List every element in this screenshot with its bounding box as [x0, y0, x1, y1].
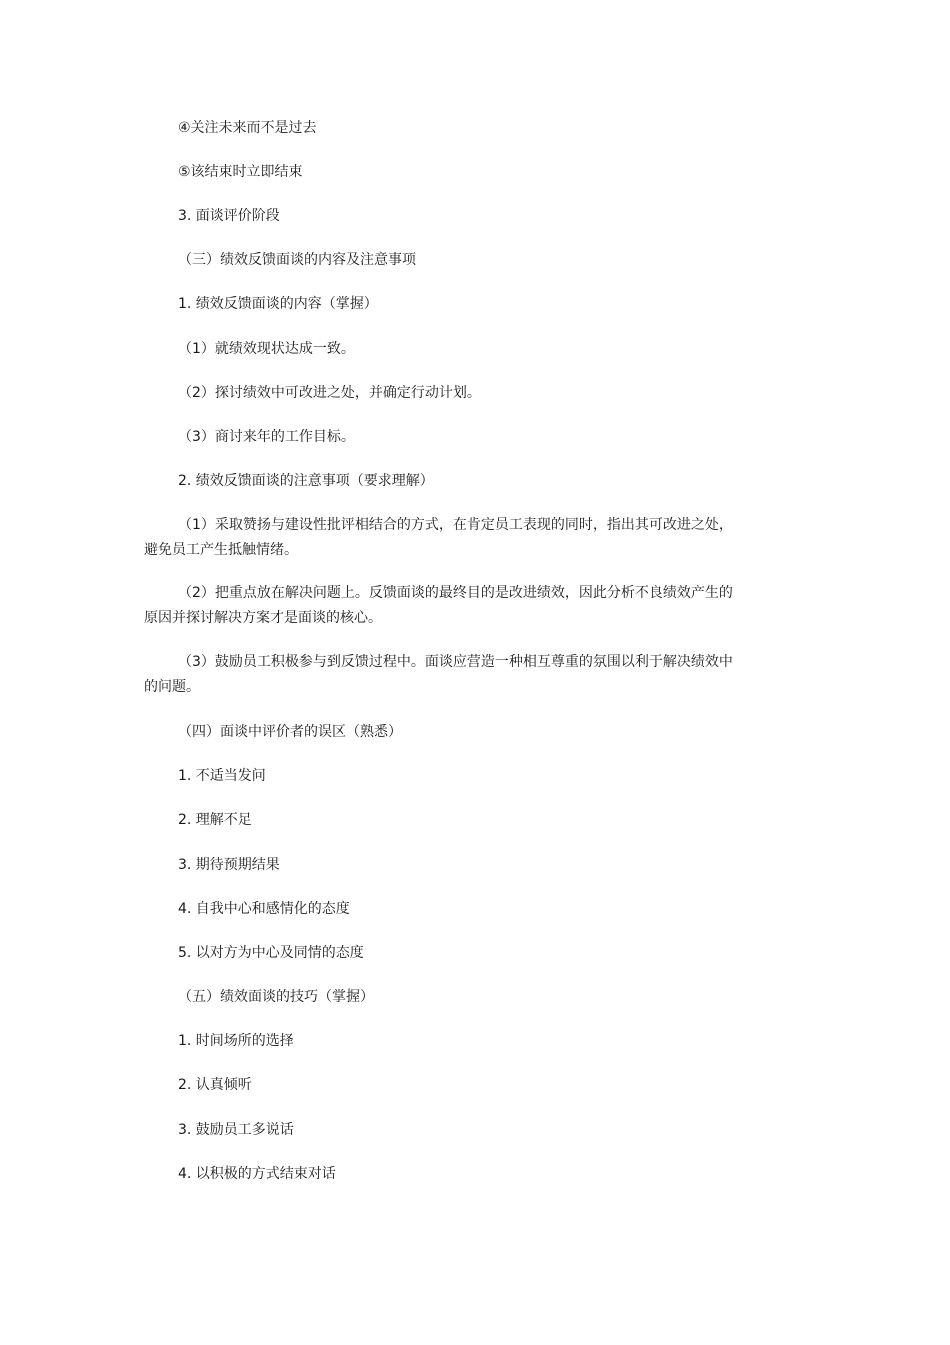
- section-heading: 2. 绩效反馈面谈的注意事项（要求理解）: [178, 473, 434, 489]
- list-item: 5. 以对方为中心及同情的态度: [178, 945, 364, 961]
- list-item: ④关注未来而不是过去: [178, 120, 317, 136]
- section-heading: （五）绩效面谈的技巧（掌握）: [178, 989, 374, 1005]
- section-heading: （三）绩效反馈面谈的内容及注意事项: [178, 252, 416, 268]
- list-item: ⑤该结束时立即结束: [178, 164, 303, 180]
- paragraph: （2）把重点放在解决问题上。反馈面谈的最终目的是改进绩效，因此分析不良绩效产生的原因并探讨解决方案才是面谈的核心。: [144, 585, 733, 626]
- paragraph: （3）鼓励员工积极参与到反馈过程中。面谈应营造一种相互尊重的氛围以利于解决绩效中的问题。: [144, 654, 733, 695]
- list-item: （2）探讨绩效中可改进之处，并确定行动计划。: [178, 385, 481, 401]
- paragraph: （1）采取赞扬与建设性批评相结合的方式，在肯定员工表现的同时，指出其可改进之处，避免员工产生抵触情绪。: [144, 517, 733, 558]
- list-item: 1. 不适当发问: [178, 768, 266, 784]
- list-item: （3）商讨来年的工作目标。: [178, 429, 355, 445]
- list-item: 2. 理解不足: [178, 812, 252, 828]
- list-item: 2. 认真倾听: [178, 1077, 252, 1093]
- list-item: （1）就绩效现状达成一致。: [178, 341, 355, 357]
- section-heading: 3. 面谈评价阶段: [178, 208, 280, 224]
- section-heading: （四）面谈中评价者的误区（熟悉）: [178, 724, 402, 740]
- list-item: 4. 以积极的方式结束对话: [178, 1166, 336, 1182]
- list-item: 3. 期待预期结果: [178, 857, 280, 873]
- list-item: 4. 自我中心和感情化的态度: [178, 901, 350, 917]
- section-heading: 1. 绩效反馈面谈的内容（掌握）: [178, 296, 378, 312]
- list-item: 1. 时间场所的选择: [178, 1033, 294, 1049]
- list-item: 3. 鼓励员工多说话: [178, 1122, 294, 1138]
